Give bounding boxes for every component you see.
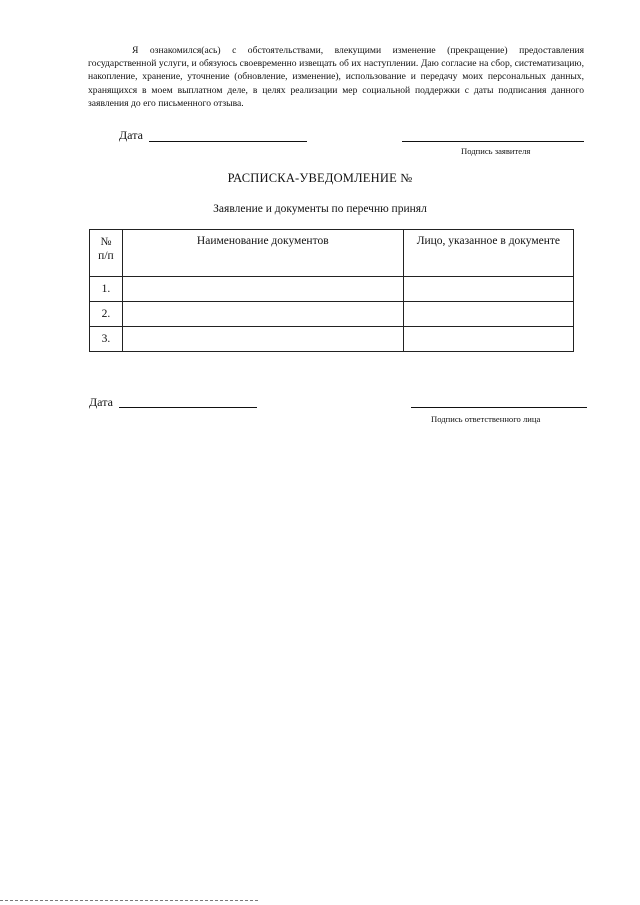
receipt-title: РАСПИСКА-УВЕДОМЛЕНИЕ № — [227, 171, 413, 185]
applicant-date-line — [149, 141, 307, 142]
documents-table — [89, 229, 574, 352]
row-person[interactable] — [403, 277, 573, 302]
header-person: Лицо, указанное в документе — [403, 230, 573, 277]
receipt-subtitle: Заявление и документы по перечню принял — [213, 203, 427, 215]
header-number-line2: п/п — [98, 250, 114, 262]
row-document-name[interactable] — [122, 277, 403, 302]
applicant-signature-line — [402, 141, 584, 142]
official-date-line — [119, 407, 257, 408]
row-number: 2. — [90, 302, 123, 327]
official-signature-caption: Подпись ответственного лица — [431, 414, 541, 424]
row-number: 3. — [90, 327, 123, 352]
table-row — [90, 327, 574, 352]
row-person[interactable] — [403, 302, 573, 327]
row-person[interactable] — [403, 327, 573, 352]
consent-paragraph: Я ознакомился(ась) с обстоятельствами, влекущими изменение (прекращение) предоставления государственной услуги, и обязуюсь своевременно извещать об их наступлении. Даю согласие на сбор, систематизацию, накопление, хранение, уточнение (обновление, изменение), использование и передачу моих персональных данных, хранящихся в моем выплатном деле, в целях реализации мер социальной поддержки с даты подписания данного заявления до его письменного отзыва. — [88, 45, 584, 109]
row-number: 1. — [90, 277, 123, 302]
table-row — [90, 302, 574, 327]
applicant-date-label: Дата — [119, 128, 143, 142]
official-date-label: Дата — [89, 395, 113, 409]
table-row — [90, 277, 574, 302]
header-number — [90, 230, 123, 277]
table-header-row — [90, 230, 574, 277]
header-number-line1: № — [100, 236, 112, 248]
official-signature-line — [411, 407, 587, 408]
page-bottom-rule — [0, 900, 258, 901]
row-document-name[interactable] — [122, 327, 403, 352]
applicant-signature-caption: Подпись заявителя — [461, 146, 531, 156]
header-document-name: Наименование документов — [122, 230, 403, 277]
row-document-name[interactable] — [122, 302, 403, 327]
